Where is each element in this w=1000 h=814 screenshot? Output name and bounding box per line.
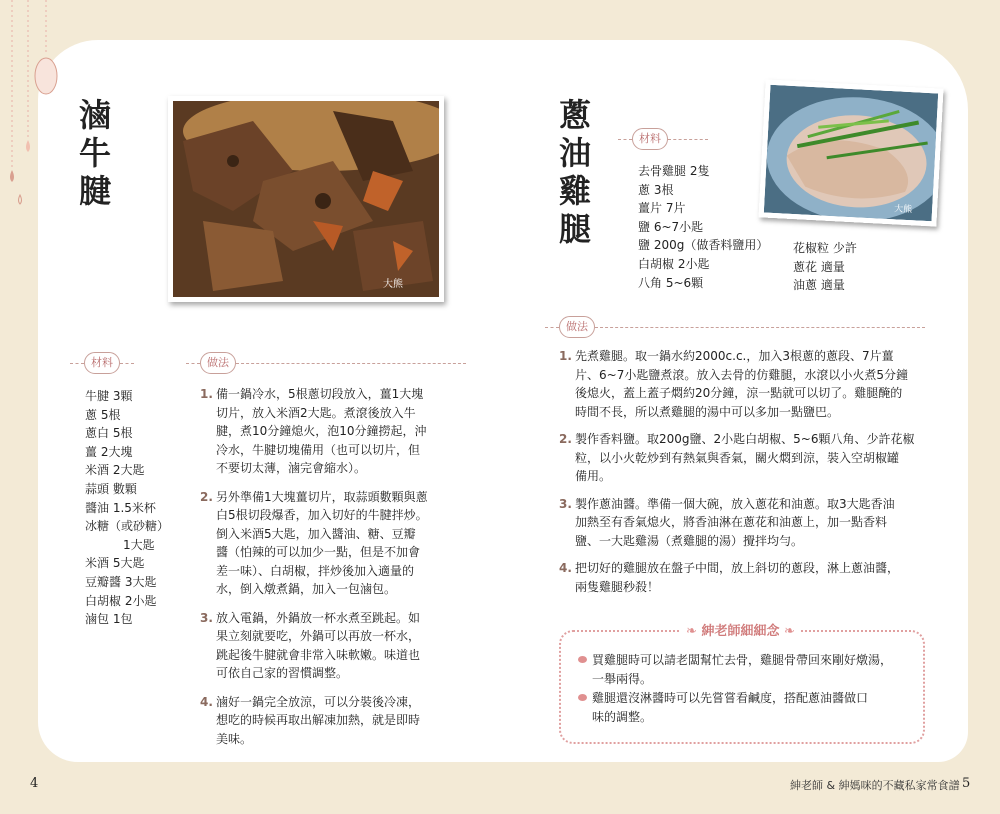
tip-item-1 [578,651,922,688]
right-ingredients-badge [618,128,708,150]
ingredient-item: 蔥白 5根 [85,426,133,441]
step-line: 滷好一鍋完全放涼，可以分裝後冷凍， [216,694,421,709]
right-title-char-4: 腿 [558,210,591,248]
ingredient-item: 滷包 1包 [85,612,133,627]
ingredient-item: 白胡椒 2小匙 [638,256,710,271]
hanging-decoration [0,0,70,220]
step-line: 美味。 [216,731,253,746]
left-step-2 [200,488,460,599]
tip-item-2 [578,689,922,726]
right-photo-watermark: 大熊 [893,204,913,216]
left-step-3 [200,609,460,683]
right-title-char-3: 雞 [558,172,591,210]
ingredient-item: 蔥 3根 [638,182,674,197]
ingredient-item: 鹽 200g（做香料鹽用） [638,238,769,253]
tip-line: 味的調整。 [592,709,653,724]
step-number: 1. [559,349,572,363]
badge-line [120,363,134,364]
ingredient-item: 八角 5~6顆 [638,275,704,290]
right-ingredient-list-1 [638,162,768,292]
tip-line: 雞腿還沒淋醬時可以先嘗嘗看鹹度，搭配蔥油醬做口 [592,691,869,705]
right-ingredients-label: 材料 [632,128,668,150]
right-title-char-2: 油 [558,134,591,172]
left-ingredients-badge [70,352,134,374]
right-title-char-1: 蔥 [558,96,591,134]
left-title-char-2: 牛 [78,134,111,172]
right-recipe-title [555,96,595,248]
step-line: 白5根切段爆香，加入切好的牛腱拌炒。 [216,508,428,522]
scallion-chicken-image [764,85,938,222]
step-line: 兩隻雞腿秒殺！ [575,579,660,594]
left-page-number: 4 [30,776,39,791]
left-method-label: 做法 [200,352,236,374]
braised-beef-image [173,101,439,297]
ingredient-item: 豆瓣醬 3大匙 [85,574,157,589]
ingredient-item: 蔥 5根 [85,407,121,422]
tips-title [680,620,801,639]
ingredient-item: 去骨雞腿 2隻 [638,164,710,178]
heart-icon: ❧ [686,624,697,639]
step-number: 1. [200,387,213,401]
badge-line [545,327,559,328]
step-number: 2. [559,432,572,446]
right-recipe-photo [759,79,944,226]
ingredient-item: 薑片 7片 [638,201,686,216]
badge-line [668,139,708,140]
step-number: 3. [200,610,213,625]
step-line: 水，倒入燉煮鍋，加入一包滷包。 [216,582,397,596]
badge-line [70,363,84,364]
left-photo-watermark: 大熊 [383,279,403,290]
step-line: 醬（怕辣的可以加少一點，但是不加會 [216,545,421,559]
step-number: 4. [559,561,572,575]
step-number: 2. [200,489,213,504]
tips-title-text: 紳老師細細念 [701,624,780,639]
footer-book-title: 紳老師 & 紳媽咪的不藏私家常食譜 [790,779,960,792]
step-line: 想吃的時候再取出解凍加熱，就是即時 [216,713,421,727]
right-page-number: 5 [962,776,971,791]
heart-icon: ❧ [783,624,795,639]
step-line: 備一鍋冷水，5根蔥切段放入，薑1大塊 [216,387,424,401]
ingredient-item: 白胡椒 2小匙 [85,593,157,608]
left-steps [200,385,460,748]
left-step-1 [200,385,460,478]
ingredient-item: 牛腱 3顆 [85,389,133,403]
step-number: 3. [559,496,572,511]
right-step-2 [559,430,939,486]
step-line: 差一味）、白胡椒，拌炒後加入適量的 [216,563,415,578]
step-line: 跳起後牛腱就會非常入味軟嫩。味道也 [216,647,421,662]
right-ingredient-list-2 [793,239,857,295]
step-line: 不要切太薄，滷完會縮水）。 [216,461,367,475]
ingredient-item: 蔥花 適量 [793,259,845,274]
step-line: 切片，放入米酒2大匙。煮滾後放入牛 [216,405,416,420]
step-line: 把切好的雞腿放在盤子中間，放上斜切的蔥段，淋上蔥油醬， [575,561,900,575]
badge-line [186,363,200,364]
step-line: 放入電鍋，外鍋放一杯水煮至跳起。如 [216,610,421,625]
left-method-badge [186,352,466,374]
step-line: 製作蔥油醬。準備一個大碗，放入蔥花和油蔥。取3大匙香油 [575,496,895,511]
right-step-1 [559,347,939,421]
step-line: 倒入米酒5大匙，加入醬油、糖、豆瓣 [216,526,416,541]
step-line: 片、6~7小匙鹽煮滾。放入去骨的仿雞腿，水滾以小火煮5分鐘 [575,367,908,382]
left-step-4 [200,693,460,749]
step-line: 可依自己家的習慣調整。 [216,666,349,680]
left-recipe-photo [168,96,444,302]
ingredient-item: 米酒 2大匙 [85,463,145,478]
step-line: 時間不長，所以煮雞腿的湯中可以多加一點鹽巴。 [575,404,840,419]
left-title-char-1: 滷 [78,96,111,134]
bullet-icon [578,694,587,701]
step-line: 果立刻就要吃，外鍋可以再放一杯水， [216,629,421,643]
ingredient-item: 1大匙 [123,537,155,552]
left-ingredients-label: 材料 [84,352,120,374]
step-line: 鹽、一大匙雞湯（煮雞腿的湯）攪拌均勻。 [575,533,804,548]
step-line: 冷水，牛腱切塊備用（也可以切片，但 [216,442,421,457]
right-step-3 [559,495,939,551]
step-line: 先煮雞腿。取一鍋水約2000c.c.，加入3根蔥的蔥段、7片薑 [575,349,894,363]
left-recipe-title [75,96,115,210]
badge-line [618,139,632,140]
ingredient-item: 冰糖（或砂糖） [85,519,170,534]
left-ingredient-list [85,387,169,629]
bullet-icon [578,656,587,663]
step-line: 另外準備1大塊薑切片，取蒜頭數顆與蔥 [216,489,428,504]
right-steps [559,347,939,596]
step-line: 後熄火，蓋上蓋子燜約20分鐘，涼一點就可以切了。雞腿醃的 [575,386,903,400]
step-line: 備用。 [575,469,612,483]
right-method-badge [545,316,925,338]
tip-line: 一舉兩得。 [592,671,653,686]
ingredient-item: 米酒 5大匙 [85,556,145,571]
step-line: 加熱至有香氣熄火，將香油淋在蔥花和油蔥上，加一點香料 [575,515,888,529]
step-line: 粒，以小火乾炒到有熱氣與香氣，關火燜到涼，裝入空胡椒罐 [575,450,900,465]
ingredient-item: 薑 2大塊 [85,444,133,459]
tip-line: 買雞腿時可以請老闆幫忙去骨，雞腿骨帶回來剛好燉湯， [592,653,893,667]
step-line: 腱，煮10分鐘熄火，泡10分鐘撈起，沖 [216,424,427,438]
ingredient-item: 鹽 6~7小匙 [638,219,704,234]
badge-line [595,327,925,328]
badge-line [236,363,466,364]
ingredient-item: 花椒粒 少許 [793,241,857,255]
right-step-4 [559,559,939,596]
ingredient-item: 蒜頭 數顆 [85,481,137,496]
ingredient-item: 醬油 1.5米杯 [85,500,156,515]
step-number: 4. [200,694,213,709]
left-title-char-3: 腱 [78,172,111,210]
right-method-label: 做法 [559,316,595,338]
ingredient-item: 油蔥 適量 [793,278,845,293]
step-line: 製作香料鹽。取200g鹽、2小匙白胡椒、5~6顆八角、少許花椒 [575,432,915,446]
